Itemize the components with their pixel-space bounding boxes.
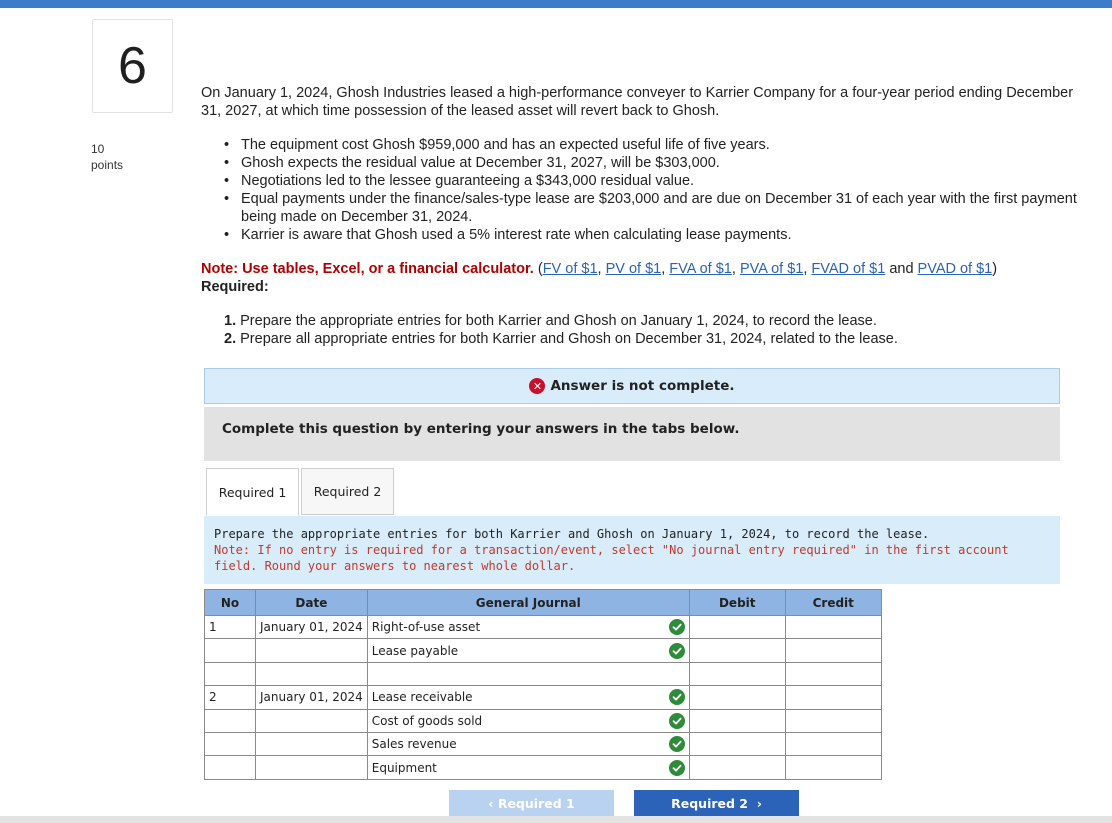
step-text: Prepare all appropriate entries for both Karrier and Ghosh on December 31, 2024, related to the lease. (240, 331, 898, 347)
row-no (205, 732, 256, 755)
header-general-journal: General Journal (367, 590, 689, 616)
instructions-note: Note: If no entry is required for a transaction/event, select "No journal entry required" in the first account field. Round your answers to nearest whole dollar. (214, 543, 1009, 573)
row-credit-input[interactable] (785, 756, 881, 779)
account-name: Sales revenue (371, 737, 457, 752)
link-pva[interactable]: PVA of $1 (739, 261, 804, 277)
row-no: 2 (205, 686, 256, 709)
paren-open: ( (537, 261, 543, 277)
row-account-field[interactable] (367, 639, 689, 662)
account-wrap (368, 640, 689, 662)
step-number: 1. (224, 313, 237, 329)
checkmark-icon (669, 619, 685, 635)
row-account-field[interactable] (367, 686, 689, 709)
paren-close: ) (992, 261, 998, 277)
row-debit-input[interactable] (689, 686, 785, 709)
row-account-field[interactable] (367, 709, 689, 732)
prev-button[interactable] (449, 790, 614, 816)
journal-row (205, 686, 882, 709)
account-name: Lease receivable (371, 690, 473, 705)
row-credit-input[interactable] (785, 616, 881, 639)
bullet-item: • Equal payments under the finance/sales-type lease are $203,000 and are due on December 31 of each year with the first payment being made on December 31, 2024. (224, 190, 1094, 226)
answer-status-text: Answer is not complete. (550, 378, 735, 394)
header-date: Date (256, 590, 368, 616)
row-account-field[interactable] (367, 616, 689, 639)
account-wrap (368, 616, 689, 638)
bottom-divider (0, 816, 1112, 823)
row-date[interactable] (256, 639, 368, 662)
instructions-main: Prepare the appropriate entries for both Karrier and Ghosh on January 1, 2024, to record the lease. (214, 527, 930, 541)
journal-header-row (205, 590, 882, 616)
top-accent-bar (0, 0, 1112, 8)
note-prefix: Note: Use tables, Excel, or a financial calculator. (201, 261, 534, 277)
account-name: Equipment (371, 760, 437, 775)
checkmark-icon (669, 643, 685, 659)
row-date[interactable] (256, 662, 368, 685)
bullet-item: • Negotiations led to the lessee guaranteeing a $343,000 residual value. (224, 172, 1094, 190)
checkmark-icon (669, 760, 685, 776)
points-indicator (91, 141, 123, 173)
row-date[interactable]: January 01, 2024 (256, 616, 368, 639)
row-credit-input[interactable] (785, 662, 881, 685)
row-date[interactable] (256, 732, 368, 755)
row-date[interactable]: January 01, 2024 (256, 686, 368, 709)
account-wrap (368, 710, 689, 732)
chevron-right-icon: › (748, 795, 762, 811)
step-item (224, 330, 898, 348)
next-button[interactable] (634, 790, 799, 816)
required-label: Required: (201, 279, 269, 295)
header-no: No (205, 590, 256, 616)
answer-status-banner (204, 368, 1060, 404)
journal-body (205, 616, 882, 780)
tab-required-1[interactable] (206, 468, 299, 516)
row-debit-input[interactable] (689, 756, 785, 779)
row-credit-input[interactable] (785, 732, 881, 755)
bullet-item: • Ghosh expects the residual value at December 31, 2027, will be $303,000. (224, 154, 1094, 172)
row-debit-input[interactable] (689, 662, 785, 685)
problem-intro: On January 1, 2024, Ghosh Industries leased a high-performance conveyer to Karrier Company for a four-year period ending December 31, 2027, at which time possession of the leased asset will revert back to Ghosh. (201, 85, 1074, 119)
row-credit-input[interactable] (785, 709, 881, 732)
tab-label: Required 1 (218, 484, 287, 500)
journal-row (205, 732, 882, 755)
required-steps (224, 312, 898, 348)
row-debit-input[interactable] (689, 616, 785, 639)
journal-row (205, 709, 882, 732)
checkmark-icon (669, 713, 685, 729)
row-credit-input[interactable] (785, 686, 881, 709)
account-name: Right-of-use asset (371, 620, 481, 635)
row-date[interactable] (256, 756, 368, 779)
link-fv[interactable]: FV of $1 (542, 261, 598, 277)
checkmark-icon (669, 689, 685, 705)
account-name: Lease payable (371, 643, 459, 658)
header-debit: Debit (689, 590, 785, 616)
question-number-box (92, 19, 173, 113)
journal-row (205, 756, 882, 779)
points-value: 10 (91, 142, 105, 156)
next-label: Required 2 (671, 795, 748, 811)
link-pv[interactable]: PV of $1 (605, 261, 662, 277)
row-account-field[interactable] (367, 756, 689, 779)
instructions-box (204, 516, 1060, 584)
row-no (205, 662, 256, 685)
row-no (205, 709, 256, 732)
account-wrap (368, 733, 689, 755)
error-x-icon: ✕ (529, 378, 545, 394)
row-credit-input[interactable] (785, 639, 881, 662)
journal-row (205, 639, 882, 662)
journal-row (205, 616, 882, 639)
account-name: Cost of goods sold (371, 713, 483, 728)
row-date[interactable] (256, 709, 368, 732)
tab-label: Required 2 (313, 484, 382, 499)
step-item (224, 312, 898, 330)
complete-prompt-box (204, 407, 1060, 461)
problem-bullets (224, 136, 1094, 244)
step-text: Prepare the appropriate entries for both Karrier and Ghosh on January 1, 2024, to record the lease. (240, 313, 877, 329)
question-number: 6 (118, 37, 147, 95)
row-no (205, 639, 256, 662)
prev-label: Required 1 (497, 795, 575, 811)
header-credit: Credit (785, 590, 881, 616)
bullet-item: • The equipment cost Ghosh $959,000 and has an expected useful life of five years. (224, 136, 1094, 154)
journal-table (204, 589, 882, 780)
account-wrap (368, 757, 689, 779)
points-label: points (91, 158, 124, 172)
step-number: 2. (224, 331, 237, 347)
account-wrap (368, 686, 689, 708)
link-fva[interactable]: FVA of $1 (669, 261, 732, 277)
row-debit-input[interactable] (689, 732, 785, 755)
bullet-item: • Karrier is aware that Ghosh used a 5% interest rate when calculating lease payments. (224, 226, 1094, 244)
row-debit-input[interactable] (689, 709, 785, 732)
checkmark-icon (669, 736, 685, 752)
link-fvad[interactable]: FVAD of $1 (811, 261, 886, 277)
tab-required-2[interactable] (301, 468, 394, 515)
complete-prompt-text: Complete this question by entering your answers in the tabs below. (222, 421, 740, 437)
row-no (205, 756, 256, 779)
journal-row (205, 662, 882, 685)
chevron-left-icon: ‹ (488, 795, 498, 811)
row-account-field[interactable] (367, 662, 689, 685)
row-no: 1 (205, 616, 256, 639)
link-pvad[interactable]: PVAD of $1 (917, 261, 993, 277)
calculator-note: Note: Use tables, Excel, or a financial calculator. (FV of $1, PV of $1, FVA of $1, PVA of $1, FVAD of $1 and PVAD of $1) (201, 261, 998, 277)
account-wrap (368, 663, 689, 685)
row-account-field[interactable] (367, 732, 689, 755)
row-debit-input[interactable] (689, 639, 785, 662)
